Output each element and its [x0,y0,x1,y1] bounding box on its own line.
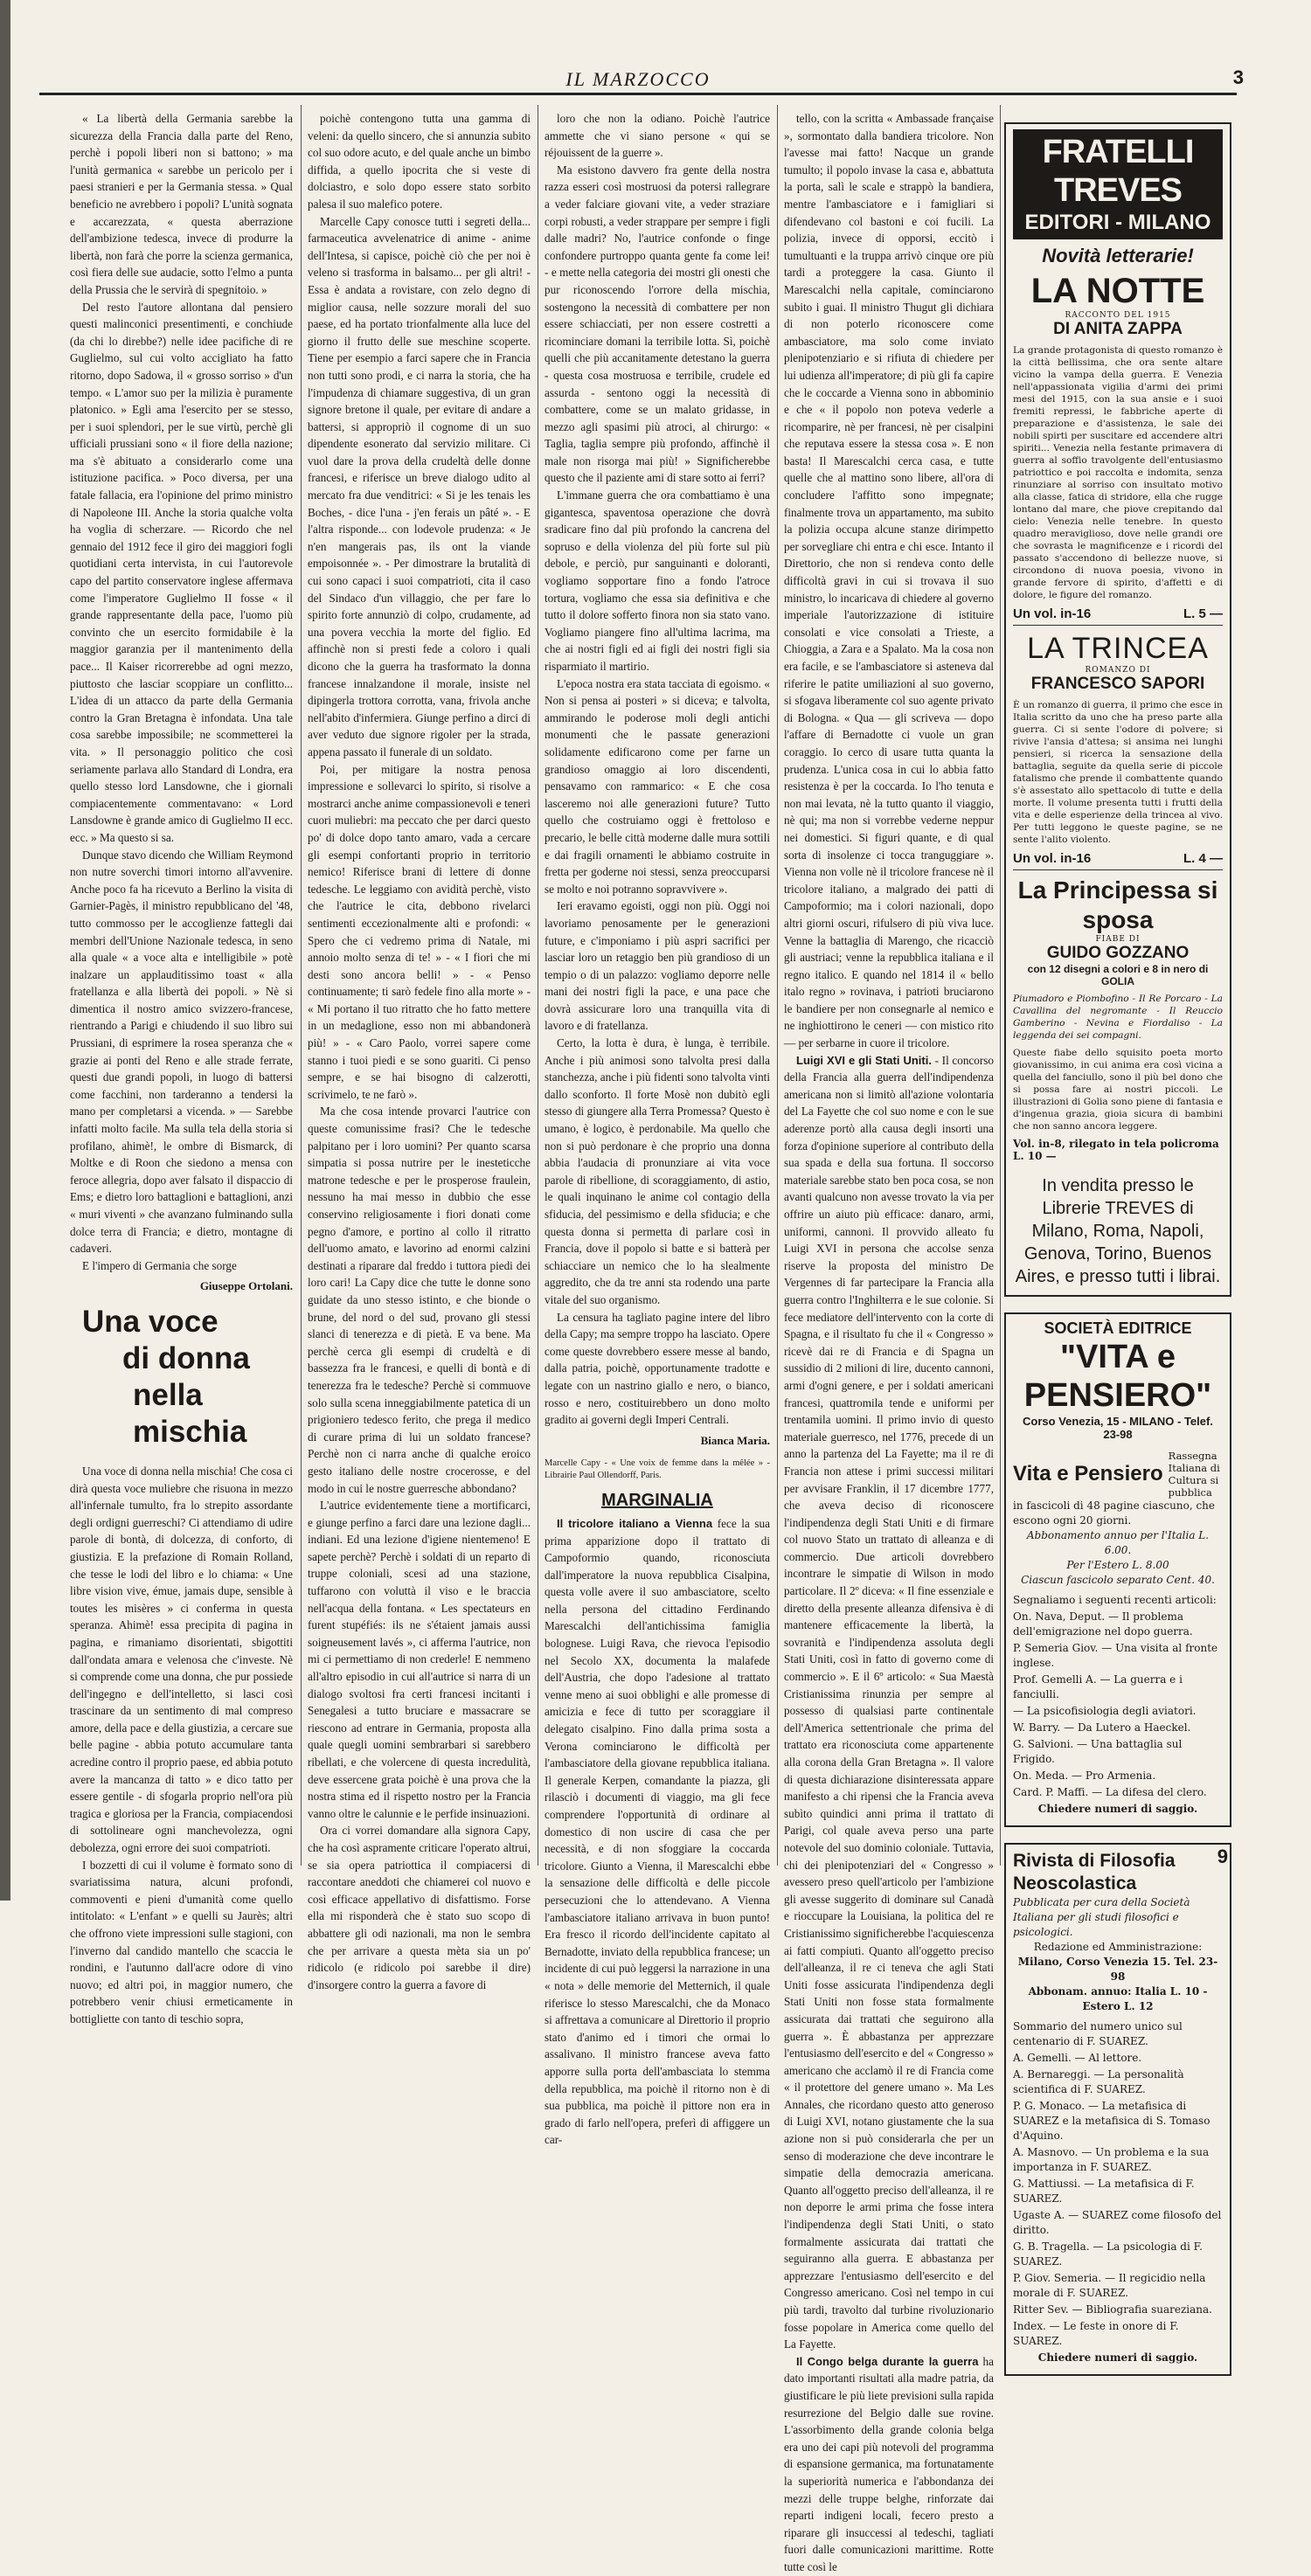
publisher-address: Corso Venezia, 15 - MILANO - Telef. 23-98 [1023,1415,1213,1441]
book-title: LA TRINCEA [1027,632,1209,665]
paragraph: Ma esistono davvero fra gente della nostra razza esseri così mostruosi da potersi rallegrare a veder falciare giovani vite, a veder straziare corpi robusti, a veder strappare per sempre i figli dalle madri? No, l'autrice confonde o finge confondere purtroppo quanta gente fa come lei! - e mette nella categoria dei mostri gli onesti che pur riconoscendo l'orrore della mischia, sostengono la necessità di combattere per non essere schiacciati, per non essere costretti a ricominciare domani la terribile lotta. Sì, poichè quelli che più accanitamente detestano la guerra - questa cosa mostruosa e terribile, crudele ed assurda - sentono oggi la necessità di combattere, come se un malato gridasse, in mezzo agli spasimi più atroci, al chirurgo: « Taglia, taglia sempre più profondo, affinchè il male non risorga mai più! » Significherebbe questo che il paziente ami di stare sotto ai ferri? [545,163,770,485]
list-item: Chiedere numeri di saggio. [1037,2351,1198,2364]
book-illustrations: con 12 disegni a colori e 8 in nero di GOLIA [1027,963,1209,987]
magazine-row [1013,1450,1223,1499]
journal-subtitle: Pubblicata per cura della Società Italiana per gli studi filosofici e psicologici. [1013,1896,1190,1938]
vita-e-pensiero-ad [1004,1312,1231,1827]
magazine-name: Vita e Pensiero [1013,1462,1163,1485]
paragraph: Ieri eravamo egoisti, oggi non più. Oggi noi lavoriamo penosamente per le generazioni future, e c'imponiamo i più aspri sacrifici per lasciar loro un retaggio ben più grandioso di un tempio o di un palazzo: vogliamo deporre nelle mani dei nostri figli la pace, e una pace che dovrà assicurare loro una tranquilla vita di lavoro e di fratellanza. [545,899,770,1033]
book-blurb: È un romanzo di guerra, il primo che esce in Italia scritto da uno che ha preso parte alla guerra. Ci si sente l'odore di polvere; si rivive l'ansia d'attesa; si ansima nei lunghi pensieri, si ricerca la sensazione della battaglia, seguite da quella serie di piccole fatalismo che prende il combattente quando s'è assestato allo spettacolo di tutte e della morte. Il volume presenta tutti i frutti della vita e delle esperienze della trincea al vivo. Per tutti leggono le queste pagine, se ne sente l'alito violento. [1013,700,1223,845]
list-item: Ritter Sev. — Bibliografia suareziana. [1013,2303,1212,2316]
paragraph: L'epoca nostra era stata tacciata di egoismo. « Non si pensa ai posteri » si diceva; e talvolta, ammirando le poderose moli degli antichi monumenti che le passate generazioni solidamente edificarono come per farne un grandioso omaggio ai loro discendenti, pensavamo con rammarico: « E che cosa lasceremo noi alle generazioni future? Tutto quello che costruiamo oggi è frettoloso e precario, le belle città moderne dalle mura sottili e dai fragili ornamenti le abbiamo costruite in fretta per goderne noi stessi, senza preoccuparsi se molto e noi potranno sopravvivere ». [545,676,770,896]
book-blurb: Queste fiabe dello squisito poeta morto giovanissimo, in cui anima era così vicina a quella del fanciullo, sono il più bel dono che si possa fare ai nostri piccoli. Le illustrazioni di Golia sono piene di fantasia e d'ingenua grazia, gioia sicura di bambini che non sanno ancora leggere. [1013,1048,1223,1132]
paragraph [545,1515,770,2149]
masthead: IL MARZOCCO [565,68,711,90]
list-item: Index. — Le feste in onore di F. SUAREZ. [1013,2320,1179,2347]
list-item: G. Mattiussi. — La metafisica di F. SUAREZ. [1013,2178,1195,2205]
book-subtitle: RACCONTO DEL 1915 [1065,311,1171,320]
title-line: di donna [122,1340,250,1375]
page-header [39,66,1244,96]
publisher-label: SOCIETÀ EDITRICE [1044,1319,1192,1337]
article-signature: Bianca Maria. [700,1433,770,1447]
journal-admin: Redazione ed Amministrazione: [1033,1941,1203,1953]
column-divider [301,105,302,1866]
list-item: P. G. Monaco. — La metafisica di SUAREZ e la metafisica di S. Tomaso d'Aquino. [1013,2100,1210,2142]
book-blurb: La grande protagonista di questo romanzo è la città bellissima, che ora sente altare vicino la vampa della guerra. E Venezia nell'appassionata vigilia d'armi dei primi mesi del 1915, con la sua ansie e i suoi fremiti repressi, le fabbriche aperte di preparazione e d'assistenza, le sale dei nobili spirti per suscitare ed accendere altri spiriti... Venezia nella festante primavera di guerra al soffio travolgente dell'entusiasmo patriottico e poi raccolta e indomita, senza rinunziare al sorriso con insultato motivo alla classe, fatica di stridore, ella che rugge lontano dal mare, che piove crepitando dal cielo: Venezia nelle tenebre. In questo quadro meraviglioso, dove nelle grandi ore che sovrasta le magnificenze e i ricordi del passato s'accendono di bellezze nuove, si circondono di nuova poesia, vivono in grande fervore di spirito, d'affetti e di dolore, le figure del romanzo. [1013,345,1223,600]
book-author: GUIDO GOZZANO [1046,944,1190,962]
paragraph: L'immane guerra che ora combattiamo è una gigantesca, spaventosa operazione che dovrà sradicare fino dal più profondo la cancrena del sopruso e della violenza del più forte sul più debole, e perciò, pur sanguinanti e doloranti, vogliamo sopportare fino a fondo l'atroce tortura, vogliamo che essa sia definitiva e che tutto il dolore sofferto finora non sia stato vano. Vogliamo piangere fino all'ultima lacrima, ma che ai nostri figli ed ai figli dei nostri figli sia risparmiato il martirio. [545,488,770,673]
journal-subscription: Abbonam. annuo: Italia L. 10 - Estero L. 12 [1028,1985,1208,2012]
articles-intro: Segnaliamo i seguenti recenti articoli: [1013,1594,1217,1606]
section-heading: MARGINALIA [601,1491,713,1511]
book-title: La Principessa si sposa [1017,876,1218,933]
book-author: DI ANITA ZAPPA [1053,320,1183,338]
article-signature: Giuseppe Ortolani. [199,1279,293,1293]
price-value: L. 5 — [1183,606,1223,621]
advertisements-column [1004,122,1231,2392]
list-item: G. B. Tragella. — La psicologia di F. SUAREZ. [1013,2240,1203,2268]
paragraph: Certo, la lotta è dura, è lunga, è terribile. Anche i più animosi sono talvolta presi dalla stanchezza, anche i più fidenti sono talvolta vinti dallo sconforto. Il forte Mosè non dubitò egli stesso di giungere alla Terra Promessa? Questo è umano, è logico, è perdonabile. Ma quello che non si può perdonare è che proprio una donna abbia l'audacia di pronunziare ai vita voce parole di ribellione, di scoraggiamento, di astio, le quali inquinano le anime col contagio della sfiducia, del pessimismo e della sfiducia; e che questa donna si permetta di parlare così in Francia, dove il popolo si batte e si batterà per schiacciare un nemico che lo ha slealmente aggredito, che da tre anni sta rodendo una parte vitale del suo organismo. [545,1036,770,1306]
ad-heading: Novità letterarie! [1042,245,1194,267]
list-item: P. Semeria Giov. — Una visita al fronte inglese. [1013,1642,1218,1669]
paragraph: loro che non la odiano. Poichè l'autrice ammette che vi siano persone « qui se réjouissent de la guerre ». [545,112,770,160]
paragraph: Ma che cosa intende provarci l'autrice con queste comunissime frasi? Che le tedesche palpitano per i loro uomini? Per quanto scarsa simpatia si possa nutrire per le inesteticche matrone tedesche e per le prosperose fraulein, nessuno ha mai messo in dubbio che esse conservino religiosamente i fiori donati come pegno d'amore, e portino al collo il ritratto dell'uomo amato, e lavorino ad enormi calzini destinati a riparare dal freddo i tuttora piedi dei loro cari! La Capy dice che tutte le donne sono guidate da uno stesso istinto, e che bionde o brune, del nord o del sud, provano gli stessi slanci di tenerezza e di pietà. E va bene. Ma perchè cerca gli esempi di crudeltà e di bassezza fra le francesi, e quelli di bontà e di tenerezza fra le tedesche? Perchè si commuove solo sulla scena inneggiabilmente patetica di un prigioniero tedesco ferito, che prega il medico di curare prima di lui un soldato francese? Perchè non ci narra anche di qualche eroico gesto italiano delle nostre crocerosse, e del modo in cui le nostre guerresche abbondano? [308,1104,531,1495]
paragraph: L'autrice evidentemente tiene a mortificarci, e giunge perfino a farci dare una lezione dagli... indiani. Ed una lezione d'igiene nientemeno! E sapete perchè? Perchè i soldati di un reparto di truppe coloniali, scesi ad una stazione, tuffarono con voluttà il viso e le braccia nell'acqua della fontana. « Les spectateurs en furent stupéfiés: ils ne s'étaient jamais aussi soigneusement lavés », ci afferma l'autrice, non mi ci permettiamo di non crederle! E nemmeno all'altro episodio in cui all'autrice si narra di un dialogo svoltosi fra certi francesi incitanti i Senegalesi a tutto bruciare e massacrare se riescono ad entrare in Germania, proposta alla quale quegli uomini sembrarbari si sarebbero ribellati, e che volercene di questa incredulità, deve essercene grata poichè è una prova che la nostra stima ed il rispetto nostro per la Francia vanno oltre le calunnie e le perfide insinuazioni. [308,1499,531,1820]
item-title: Luigi XVI e gli Stati Uniti. [796,1053,932,1067]
item-text: - Il concorso della Francia alla guerra dell'indipendenza americana non si limitò all'azione volontaria del La Fayette che col suo nome e con le sue aderenze portò alla causa degli insorti una forza d'opinione superiore al contributo della sua spada e della sua fortuna. Il soccorso materiale sarebbe stato ben poca cosa, se non avanti qualcuno non avesse trovato la via per offrire un aiuto più efficace: danaro, armi, uniformi, cannoni. Il provvido alleato fu Luigi XVI in persona che accolse senza riserve la proposta del ministro De Vergennes di far partecipare la Francia alla guerra contro l'Inghilterra e le sue colonie. Si fece mediatore dell'intervento con la corte di Spagna, e il risultato fu che il « Congresso » ricevè dai re di Francia e di Spagna un sussidio di 2 milioni di lire, ducento cannoni, armi d'ogni genere, e per i soldati americani francesi, quattromila tende e uniformi per trentamila uomini. Il primo invio di questo materiale guerresco, nel 1776, precede di un anno la partenza del La Fayette; ma il re di Francia non attese i primi successi militari per avvisare Franklin, il 17 dicembre 1777, che aveva deciso di riconoscere l'indipendenza degli Stati Uniti e di firmare col nuovo Stato un trattato di alleanza e di commercio. Due articoli dovrebbero incontrare le simpatie di Wilson in modo particolare. Il 2º diceva: « Il fine essenziale e diretto della presente alleanza difensiva è di mantenere efficacemente la libertà, la sovranità e l'indipendenza assoluta degli Stati Uniti, così in fatto di governo come di commercio ». E il 6º articolo: « Sua Maestà Cristianissima rinunzia per sempre al possesso di qualsiasi parte continentale dell'America settentrionale che prima del trattato era riconosciuta come appartenente alla corona della Gran Bretagna ». Il valore di questa dichiarazione disinteressata appare manifesto a chi ripensi che la Francia aveva subìto quindici anni prima il trattato di Parigi, col quale aveva perso una parte notevole del suo dominio coloniale. Tuttavia, chi dei plenipotenziari del « Congresso » avessero preso quell'articolo per l'ambizione gli avesse suggerito di dominare sul Canadà e rioccupare la Louisiana, la politica del re Cristianissimo significherebbe l'acquiescenza ai fatti compiuti. Quanto all'oggetto preciso dell'alleanza, il re ci teneva che agli Stati Uniti fosse assicurata l'indipendenza degli Stati Uniti non fosse stata formalmente assicurata dai trattati che seguirono alla guerra ». È abbastanza per apprezzare l'entusiasmo dell'esercito e del « Congresso » americano che acclamò il re di Francia come « il protettore del genere umano ». Ma Les Annales, che ricordano questo atto generoso di Luigi XVI, notano giustamente che la sua azione non si può considerarla che per un senso di moderazione che deve incontrare le simpatie della democrazia americana. Quanto all'oggetto preciso dell'alleanza, il re non deporre le armi prima che fosse intera l'indipendenza degli Stati Uniti, o stato formalmente assicurata dai trattati che seguiranno alla guerra. E abbastanza per apprezzare l'entusiasmo dell'esercito e del Congresso americano. Così nel tempo in cui più tardi, travolto dal turbine rivoluzionario fosse popolare in America come quello del La Fayette. [784,1053,995,2351]
paragraph [784,2353,994,2576]
item-title: Il Congo belga durante la guerra [796,2354,979,2368]
journal-address: Milano, Corso Venezia 15. Tel. 23-98 [1017,1956,1218,1983]
subscription: Abbonamento annuo per l'Italia L. 6.00. [1026,1529,1210,1556]
paragraph: Del resto l'autore allontana dal pensiero questi malinconici presentimenti, e conchiude (da chi lo direbbe?) nelle idee pacifiche di re Guglielmo, sul cui volto accigliato ha fatto ritorno, dopo Sadowa, il « grosso sorriso » d'un tempo. « L'amor suo per la milizia è puramente platonico. » Egli ama l'esercito per se stesso, per i suoi splendori, per le sue virtù, perchè gli ufficiali prussiani sono « il fiore della nazione; ma s'è abituato a considerarlo come una istituzione pacifica. » Poco diversa, per una fatale fallacia, era l'opinione del primo ministro di Napoleone III. Anche la storia qualche volta ha voglia di scherzare. — Ricordo che nel gennaio del 1912 fece il giro dei maggiori fogli quotidiani certa intervista, in cui l'autorevole capo del partito conservatore inglese affermava come l'imperatore Guglielmo II fosse « il grande rappresentante della pace, l'uomo più convinto che un esercito formidabile è la maggior garanzia per il mantenimento della pace... Il Kaiser ricorrerebbe ad ogni mezzo, piuttosto che lasciar scoppiare un conflitto... L'idea di un attacco da parte della Germania contro la Gran Bretagna è infondata. Una tale cosa sarebbe impossibile; ne scommetterei la vita. » Il personaggio politico che così seriamente parlava allo Standard di Londra, era quello stesso lord Lansdowne, che i giornali compiacentemente commentavano: « Lord Lansdowne è grande amico di Guglielmo II ecc. ecc. » Ma questo si sa. [70,300,293,844]
item-text: fece la sua prima apparizione dopo il trattato di Campoformio quando, riconosciuta dall'imperatore la nuova repubblica Cisalpina, questa volle avere il suo ambasciatore, scelto nella persona del cittadino Ferdinando Marescalchi dell'antichissima famiglia bolognese. Luigi Rava, che rievoca l'episodio nel Secolo XX, documenta la malafede dell'Austria, che dopo l'adesione al trattato venne meno ai suoi obblighi e alle promesse di amicizia e fece di tutto per scoraggiare il delegato cisalpino. Fino dalla prima sosta a Verona cominciarono le difficoltà per l'ambasciatore della giovane repubblica italiana. Il generale Kerpen, comandante la piazza, gli rilasciò i documenti di viaggio, ma gli fece comprendere l'opportunità di ordinare al domestico di non uscire di casa che per necessità, e di non sfoggiare la coccarda tricolore. Giunto a Vienna, il Marescalchi ebbe la sensazione delle difficoltà e delle piccole persecuzioni che lo attendevano. A Vienna l'ambasciatore italiano arrivava in buon punto! Era fresco il ricordo dell'incidente capitato al Bernadotte, inviato della repubblica francese; un incidente di cui può leggersi la narrazione in una « nota » delle memorie del Metternich, il quale riferisce lo stesso Marescalchi, che da Monaco si affrettava a comunicare al Direttorio il proprio stato d'animo ed i timori che ormai lo assalivano. Il ministro francese aveva fatto apporre sulla porta dell'ambasciata lo stemma della repubblica, ma poichè il ritorno non è di sua pubblica, ma poichè il pittore non era in grado di farlo nell'opera, preferì di affiggere un car- [545,1516,770,2147]
list-item: On. Nava, Deput. — Il problema dell'emigrazione nel dopo guerra. [1013,1610,1193,1638]
list-item: W. Barry. — Da Lutero a Haeckel. [1013,1721,1191,1734]
book-subtitle: FIABE DI [1095,935,1141,944]
item-title: Il tricolore italiano a Vienna [557,1516,713,1530]
single-issue: Ciascun fascicolo separato Cent. 40. [1021,1574,1215,1586]
subscription-abroad: Per l'Estero L. 8.00 [1066,1559,1169,1571]
list-item: A. Masnovo. — Un problema e la sua importanza in F. SUAREZ. [1013,2146,1210,2173]
publisher-name: "VITA e PENSIERO" [1023,1339,1212,1414]
list-item: A. Bernareggi. — La personalità scientifica di F. SUAREZ. [1013,2068,1184,2095]
list-item: Card. P. Maffi. — La difesa del clero. [1013,1786,1207,1798]
paragraph: La censura ha tagliato pagine intere del libro della Capy; ma sempre troppo ha lasciato. Opere come queste dovrebbero essere messe al bando, dalla patria, poichè, opportunamente tradotte e legate con un nastrino giallo e nero, o bianco, rosso e nero, costituirebbero un dono molto gradito ai governi degli Imperi Centrali. [545,1310,770,1427]
magazine-info: in fascicoli di 48 pagine ciascuno, che escono ogni 20 giorni. [1013,1499,1215,1527]
column-3 [545,110,770,2149]
column-divider [1000,105,1001,1866]
paragraph: Una voce di donna nella mischia! Che cosa ci dirà questa voce muliebre che risuona in mezzo all'infernale tumulto, fra lo strepito assordante degli ordigni guerreschi? Ci attendiamo di udire parole di bontà, di dolcezza, di conforto, di giustizia. E la prefazione di Romain Rolland, che tesse le lodi del libro e lo chiama: « Une libre vision vive, émue, jamais dupe, sensible à toutes les misères » ci conferma in questa speranza. Ahimè! essa precipita di pagina in pagina, e rimaniamo disorientati, sbigottiti dall'ondata amara e velenosa che c'investe. Nè si comprende come una donna, che pur possiede dell'ingegno e dell'intelletto, si lasci così trascinare da un sentimento di mal compreso amore, della pace e della giustizia, a cercare sue belle pagine - abbia potuto accumulare tanta acredine contro il proprio paese, ed abbia potuto avere la mancanza di tatto » e dico tatto per essere gentile - di sfogarla proprio nell'ora più tragica e gloriosa per la Francia, compiacendosi di sottolineare ogni manchevolezza, ogni debolezza, ogni errore dei suoi compatrioti. [70,1464,293,1855]
book-subtitle: ROMANZO DI [1085,666,1151,675]
paragraph: I bozzetti di cui il volume è formato sono di svariatissima natura, alcuni profondi, commoventi e pieni d'umanità come quello intitolato: « L'enfant » e quelli su Jaurès; altri che offrono viete impressioni sulle stagioni, con l'inverno dal candido mantello che scaccia le rondini, e l'autunno dall'acre odore di vino nuovo; ed altri poi, in maggior numero, che potrebbero venir chiusi ermeticamente in bottigliette con tanto di teschio sopra, [70,1858,293,2025]
paragraph: E l'impero di Germania che sorge [82,1258,237,1272]
column-2 [308,110,531,1993]
paragraph: Marcelle Capy conosce tutti i segreti della... farmaceutica avvelenatrice di anime - anime dell'Intesa, si capisce, poichè ciò che per noi è veleno si trasforma in balsamo... per gli altri! - Essa è andata a rovistare, con zelo degno di miglior causa, nelle sozzure morali del suo paese, ed ha portato trionfalmente alla luce del giorno il frutto delle sue meschine scoperte. Tiene per esempio a farci sapere che in Francia non tutti sono prodi, e ci narra la storia, che ha l'impudenza di chiamare suggestiva, di un gran signore bretone il quale, per evitare di andare a battersi, si appropriò il cognome di un suo dipendente esonerato dal servizio militare. Ci vuol dare la prova della crudeltà delle donne francesi, e riferisce un breve dialogo udito al mercato fra due venditrici: « Si je les tenais les Boches, - dice l'una - j'en ferais un pâté ». - E l'altra risponde... con lodevole prudenza: « Je n'en mangerais pas, ils ont la viande empoisonnée ». - Per dimostrare la brutalità di cui sono capaci i suoi compatrioti, cita il caso del Sindaco d'un villaggio, che per fare lo spirito forte annunziò di colpo, crudamente, ad una povera vecchia la morte del figlio. Ed affinchè non si presti fede a coloro i quali dicono che la guerra ha trasformato la donna francese innalzandone il morale, insiste nel dipingerla trottora corrotta, vana, frivola anche nell'abito d'infermiera. Giunge perfino a dirci di aver veduto due signore rigoler per la strada, appena passato il funerale di un soldato. [308,214,531,758]
list-item: A. Gemelli. — Al lettore. [1013,2052,1142,2064]
rivista-ad [1004,1843,1231,2376]
book-price: Vol. in-8, rilegato in tela policroma L. 10 — [1013,1138,1219,1162]
title-line: nella mischia [133,1377,247,1449]
book-title: LA NOTTE [1030,272,1205,310]
page-number: 3 [1232,66,1244,88]
journal-title: Rivista di Filosofia Neoscolastica [1013,1851,1176,1894]
bookshops-line: In vendita presso le Librerie TREVES di Milano, Roma, Napoli, Genova, Torino, Buenos Aires, e presso tutti i librai. [1015,1176,1221,1286]
column-4 [784,110,994,2576]
price-value: L. 4 — [1183,851,1223,866]
magazine-desc: Rassegna Italiana di Cultura si pubblica [1168,1450,1220,1499]
list-item: G. Salvioni. — Una battaglia sul Frigido. [1013,1738,1183,1765]
header-rule [39,93,1237,95]
list-item: On. Meda. — Pro Armenia. [1013,1769,1156,1782]
article-title [70,1304,293,1451]
paragraph: tello, con la scritta « Ambassade française », sormontato dalla bandiera tricolore. Non l'avesse mai fatto! Nacque un grande tumulto; il popolo invase la casa e, abbattuta la porta, salì le scale e strappò la bandiera, mentre l'ambasciatore e i famigliari si difendevano col bastoni e coi fucili. La polizia, invece di opporsi, eccitò i tumultuanti e la truppa arrivò cinque ore più tardi a proteggere la casa. Giunto il Marescalchi nella capitale, cominciarono subito i guai. Il ministro Thugut gli dichiara di non poterlo riconoscere come ambasciatore, ma solo come inviato plenipotenziario e si rifiuta di chiedere per lui udienza all'imperatore; di più gli fa capire che le coccarde a Vienna sono in abbominio e che « il popolo non poteva vederle a ricomparire, nè per francesi, nè per cisalpini che reputava essere la stessa cosa ». E non basta! Il Marescalchi cerca casa, e tutte quelle che al mattino sono libere, all'ora di concludere l'affitto sono impegnate; finalmente trova un appartamento, ma subito la polizia occupa alcune stanze dirimpetto per sorvegliare chi entra e chi esce. Intanto il Direttorio, che non si rendeva conto delle difficoltà gravi in cui si trovava il suo ministro, lo incaricava di chiedere al governo imperiale l'autorizzazione di istituire consolati e vice consolati a Trieste, a Chioggia, a Zara e a Spalato. Ma la cosa non era facile, e se l'ambasciatore si asteneva dal riferire le patite umiliazioni al suo governo, si sfogava liberamente col suo agente privato di Bologna. « Qua — gli scriveva — dopo l'affare di Bernadotte ci vuole un gran coraggio. Io cerco di usare tutta quanta la prudenza. L'unica cosa in cui lo abbia fatto resistenza è per la coccarda. Io l'ho tenuta e non mai levata, nè la tutto quanto il viaggio, nè qui; ma non si vorrebbe vederne neppur nei domestici. Si figuri quante, e di qual sorta di insolenze ci tocca tranguggiare ». Vienna non volle nè il tricolore francese nè il tricolore italiano, a malgrado dei patti di Campoformio; ma i colori nazionali, dopo altri giorni oscuri, rifulsero di più viva luce. Venne la battaglia di Marengo, che ricacciò gli austriaci; venne la repubblica italiana e il regno italico. E quando nel 1814 il « bello italo regno » rovinava, i patrioti bruciarono le bandiere per non consegnarle al nemico e ne inghiottirono le ceneri — con mistico rito — per serbarne in cuore il tricolore. [784,112,994,1050]
articles-list [1013,2051,1223,2365]
publisher-name: FRATELLI TREVES [1013,129,1223,210]
list-item: Chiedere numeri di saggio. [1037,1803,1198,1815]
list-item: Ugaste A. — SUAREZ come filosofo del diritto. [1013,2209,1222,2236]
articles-list [1013,1610,1223,1817]
price-label: Un vol. in-16 [1013,606,1092,621]
paragraph: poichè contengono tutta una gamma di veleni: da quello sincero, che si annunzia subito col suo odore acuto, e del quale anche un bimbo diffida, a quello ipocrita che si veste di dolciastro, e solo dopo essere stato sorbito palesa il suo malefico potere. [308,112,531,211]
list-item: Prof. Gemelli A. — La guerra e i fanciulli. [1013,1673,1183,1700]
column-divider [777,105,778,1866]
journal-summary: Sommario del numero unico sul centenario di F. SUAREZ. [1013,2020,1183,2047]
paragraph: Ora ci vorrei domandare alla signora Capy, che ha così aspramente criticare l'operato altrui, se sia opera patriottica il compiacersi di raccontare aneddoti che chiamerei col nuovo e così efficace appellativo di disfattismo. Forse ella mi risponderà che è stato suo scopo di abbattere gli odi nazionali, ma non le sembra che per arrivare a questa mèta sia un po' ridicolo (e ridicolo poi sarebbe il dire) d'insorgere contro la guerra a favore di [308,1824,531,1991]
book-source: Marcelle Capy - « Une voix de femme dans la mêlée » - Librairie Paul Ollendorff, Paris. [545,1458,770,1481]
paragraph [784,1052,994,2353]
paragraph: Dunque stavo dicendo che William Reymond non nutre soverchi timori intorno all'avvenire. Anche poco fa ha ricevuto a Berlino la visita di Garnier-Pagès, il ministro repubblicano del '48, tutto commosso per le accoglienze fattegli dai membri dell'Unione Nazionale tedesca, in seno alla quale « a voce alta e intelligibile » potè inalzare un applauditissimo toast « alla fratellanza e alla libertà dei popoli. » Nè si dimentica il nostro amico svizzero-francese, rientrando a Parigi e chiudendo il suo libro sui Prussiani, di esprimere la rosea speranza che « grazie ai ponti del Reno e alle strade ferrate, questi due grandi popoli, in luogo di battersi come facchini, non tarderanno a tendersi la mano per completarsi a vicenda. » — Sarebbe infatti molto facile. Ma sulla tela della storia si profilano, ahimè!, le ombre di Bismarck, di Moltke e di Roon che siedono a mensa con feroce allegria, dopo aver falsato il dispaccio di Ems; e dietro loro battaglioni e battaglioni, anzi « muri viventi » che avanzano fulminando sulla dolce terra di Francia; e dietro, montagne di cadaveri. [70,848,293,1256]
list-item: P. Giov. Semeria. — Il regicidio nella morale di F. SUAREZ. [1013,2272,1206,2299]
publisher-city: EDITORI - MILANO [1013,210,1223,239]
book-price [1013,606,1223,626]
title-line: Una voce [82,1304,218,1339]
treves-ad [1004,122,1231,1297]
column-1 [70,110,293,2028]
book-price [1013,851,1223,870]
item-text: ha dato importanti risultati alla madre patria, da giustificare le più liete previsioni sulla rapida resurrezione del Belgio dalle sue rovine. L'assorbimento della grande colonia belga era uno dei capi più notevoli del programma di espansione germanica, ma fortunatamente la superiorità numerica e l'abbondanza dei mezzi delle truppe belghe, rinforzate dai reparti indigeni locali, fecero presto a riparare gli insuccessi al tedeschi, tagliati fuori dalle comunicazioni marittime. Rotte tutte così le [784,2354,994,2573]
paragraph: Poi, per mitigare la nostra penosa impressione e sollevarci lo spirito, si risolve a mostrarci anche anime compassionevoli e teneri cuori muliebri: ma peccato che per darci questo po' di dolce dopo tanto amaro, vada a cercare gli esempi confortanti proprio in territorio nemico! Riferisce brani di lettere di donne tedesche. Le leggiamo con avidità perchè, visto che l'autrice le cita, debbono rivelarci sentimenti eccezionalmente alti e profondi: « Spero che ci vedremo prima di Natale, mi annoio molto senza di te! » - « I fiori che mi desti sono ancora belli! » - « Penso continuamente; ti sarò fedele fino alla morte » - « Mi portano il tuo ritratto che ho fatto mettere in un medaglione, esso non mi abbandonerà più! » - « Caro Paolo, vorrei sapere come stanno i tuoi piedi e se sono guariti. Ci penso sempre, e se hai bisogno di calzerotti, scrivimelo, te ne farò ». [308,762,531,1101]
scan-edge [0,0,10,1901]
book-author: FRANCESCO SAPORI [1030,675,1205,693]
list-item: — La psicofisiologia degli aviatori. [1013,1705,1197,1717]
price-label: Un vol. in-16 [1013,851,1092,866]
book-contents: Piumadoro e Piombofino - Il Re Porcaro - La Cavallina del negromante - Il Reuccio Gamberino - Nevina e Fiordaliso - La leggenda dei sei compagni. [1013,994,1223,1041]
footer-mark: 9 [1217,1845,1228,1867]
paragraph: « La libertà della Germania sarebbe la sicurezza della Francia dalla parte del Reno, perchè i popoli liberi non si battono; » ma l'unità germanica « sarebbe un pericolo per i paesi stranieri e per la Germania stessa. » Qual beneficio ne avrebbero i popoli? L'unità sognata e accarezzata, « questa aberrazione dell'ambizione tedesca, invece di produrre la libertà, non farà che porre la scienza germanica, così fiera delle sue audacie, sotto l'elmo a punta della Prussia che le servirà di spegnitoio. » [70,112,293,296]
